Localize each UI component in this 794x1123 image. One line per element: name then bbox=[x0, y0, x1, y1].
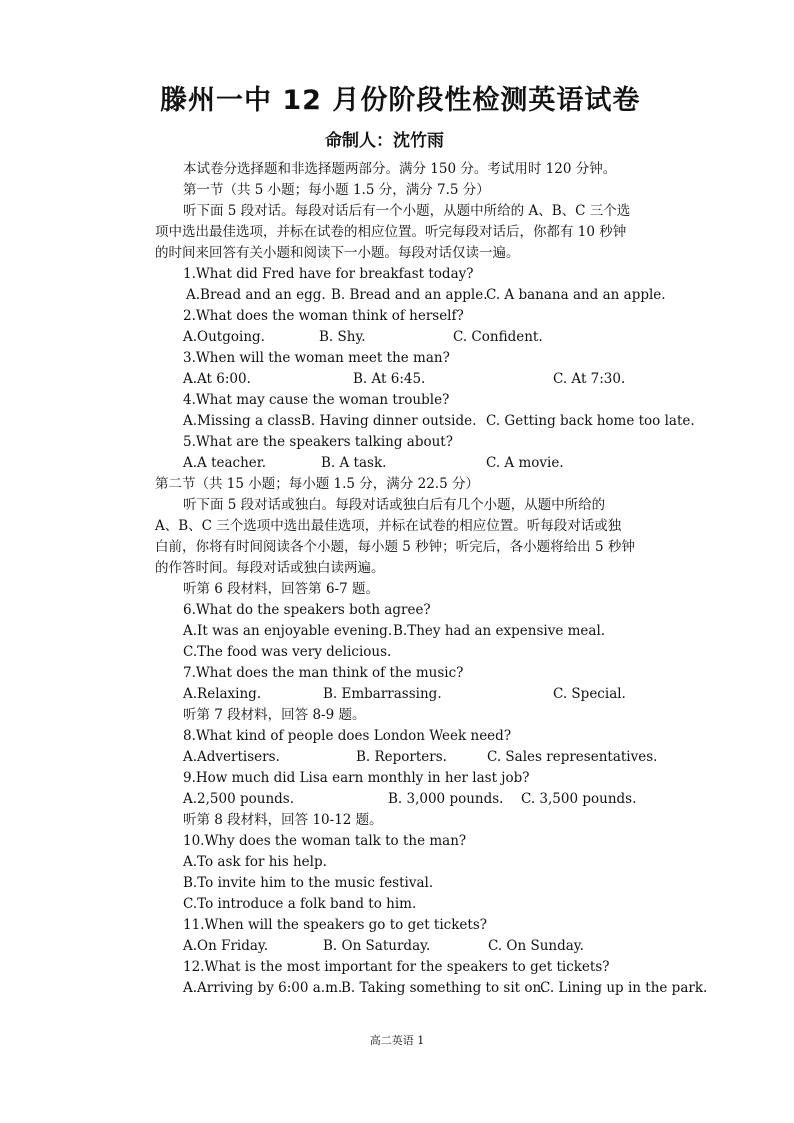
question-11: 11.When will the speakers go to get tickets? bbox=[183, 917, 487, 933]
option-a: A.A teacher. bbox=[183, 455, 267, 471]
option-c: C. 3,500 pounds. bbox=[521, 791, 637, 807]
option-a: A.At 6:00. bbox=[183, 371, 251, 387]
option-b: B.They had an expensive meal. bbox=[393, 623, 606, 639]
option-b: B. Embarrassing. bbox=[323, 686, 442, 702]
option-a: A.On Friday. bbox=[183, 938, 269, 954]
section2-instruction: 白前，你将有时间阅读各个小题，每小题 5 秒钟；听完后，各小题将给出 5 秒钟 bbox=[155, 539, 635, 555]
option-c: C. A movie. bbox=[486, 455, 564, 471]
option-a: A.It was an enjoyable evening. bbox=[183, 623, 393, 639]
question-12: 12.What is the most important for the speakers to get tickets? bbox=[183, 959, 610, 975]
question-5: 5.What are the speakers talking about? bbox=[183, 434, 453, 450]
option-c: C. On Sunday. bbox=[488, 938, 584, 954]
group-7-heading: 听第 7 段材料，回答 8-9 题。 bbox=[183, 707, 366, 723]
option-c: C. Getting back home too late. bbox=[486, 413, 695, 429]
question-2: 2.What does the woman think of herself? bbox=[183, 308, 464, 324]
option-b: B. 3,000 pounds. bbox=[388, 791, 504, 807]
question-6: 6.What do the speakers both agree? bbox=[183, 602, 431, 618]
section2-instruction: 听下面 5 段对话或独白。每段对话或独白后有几个小题，从题中所给的 bbox=[183, 497, 606, 513]
group-6-heading: 听第 6 段材料，回答第 6-7 题。 bbox=[183, 581, 379, 597]
question-7: 7.What does the man think of the music? bbox=[183, 665, 464, 681]
question-9: 9.How much did Lisa earn monthly in her last job? bbox=[183, 770, 530, 786]
option-a: A.2,500 pounds. bbox=[183, 791, 294, 807]
option-b: B. Taking something to sit on. bbox=[341, 980, 546, 996]
question-10: 10.Why does the woman talk to the man? bbox=[183, 833, 467, 849]
question-8: 8.What kind of people does London Week need? bbox=[183, 728, 512, 744]
option-b: B. Bread and an apple. bbox=[331, 287, 488, 303]
section1-instruction: 项中选出最佳选项，并标在试卷的相应位置。听完每段对话后，你都有 10 秒钟 bbox=[155, 224, 627, 240]
option-a: A.To ask for his help. bbox=[183, 854, 327, 870]
option-b: B. Reporters. bbox=[356, 749, 447, 765]
section2-instruction: 的作答时间。每段对话或独白读两遍。 bbox=[155, 560, 385, 576]
option-b: B. Shy. bbox=[319, 329, 366, 345]
question-4: 4.What may cause the woman trouble? bbox=[183, 392, 450, 408]
section2-instruction: A、B、C 三个选项中选出最佳选项，并标在试卷的相应位置。听每段对话或独 bbox=[155, 518, 622, 534]
exam-author: 命制人：沈竹雨 bbox=[325, 131, 444, 151]
option-a: A.Relaxing. bbox=[183, 686, 262, 702]
option-c: C.The food was very delicious. bbox=[183, 644, 392, 660]
option-a: A.Missing a class. bbox=[183, 413, 306, 429]
option-b: B. A task. bbox=[321, 455, 387, 471]
option-c: C. Lining up in the park. bbox=[540, 980, 708, 996]
option-c: C. Sales representatives. bbox=[487, 749, 658, 765]
option-a: A.Advertisers. bbox=[183, 749, 280, 765]
option-a: A.Arriving by 6:00 a.m. bbox=[183, 980, 343, 996]
section2-heading: 第二节（共 15 小题；每小题 1.5 分，满分 22.5 分） bbox=[155, 476, 479, 492]
option-c: C. Confident. bbox=[453, 329, 543, 345]
option-b: B. At 6:45. bbox=[353, 371, 426, 387]
option-b: B. Having dinner outside. bbox=[301, 413, 477, 429]
page-footer: 高二英语 1 bbox=[369, 1034, 425, 1047]
option-c: C. Special. bbox=[553, 686, 626, 702]
section1-heading: 第一节（共 5 小题；每小题 1.5 分，满分 7.5 分） bbox=[183, 182, 490, 198]
exam-title: 滕州一中 12 月份阶段性检测英语试卷 bbox=[160, 85, 641, 116]
section1-instruction: 听下面 5 段对话。每段对话后有一个小题，从题中所给的 A、B、C 三个选 bbox=[183, 203, 631, 219]
option-b: B.To invite him to the music festival. bbox=[183, 875, 434, 891]
option-c: C. A banana and an apple. bbox=[486, 287, 666, 303]
section1-instruction: 的时间来回答有关小题和阅读下一小题。每段对话仅读一遍。 bbox=[155, 245, 520, 261]
option-b: B. On Saturday. bbox=[323, 938, 431, 954]
exam-intro: 本试卷分选择题和非选择题两部分。满分 150 分。考试用时 120 分钟。 bbox=[183, 161, 617, 177]
option-a: A.Outgoing. bbox=[183, 329, 265, 345]
group-8-heading: 听第 8 段材料，回答 10-12 题。 bbox=[183, 812, 383, 828]
question-1: 1.What did Fred have for breakfast today? bbox=[183, 266, 474, 282]
option-c: C.To introduce a folk band to him. bbox=[183, 896, 417, 912]
option-c: C. At 7:30. bbox=[553, 371, 626, 387]
question-3: 3.When will the woman meet the man? bbox=[183, 350, 450, 366]
option-a: A.Bread and an egg. bbox=[186, 287, 326, 303]
